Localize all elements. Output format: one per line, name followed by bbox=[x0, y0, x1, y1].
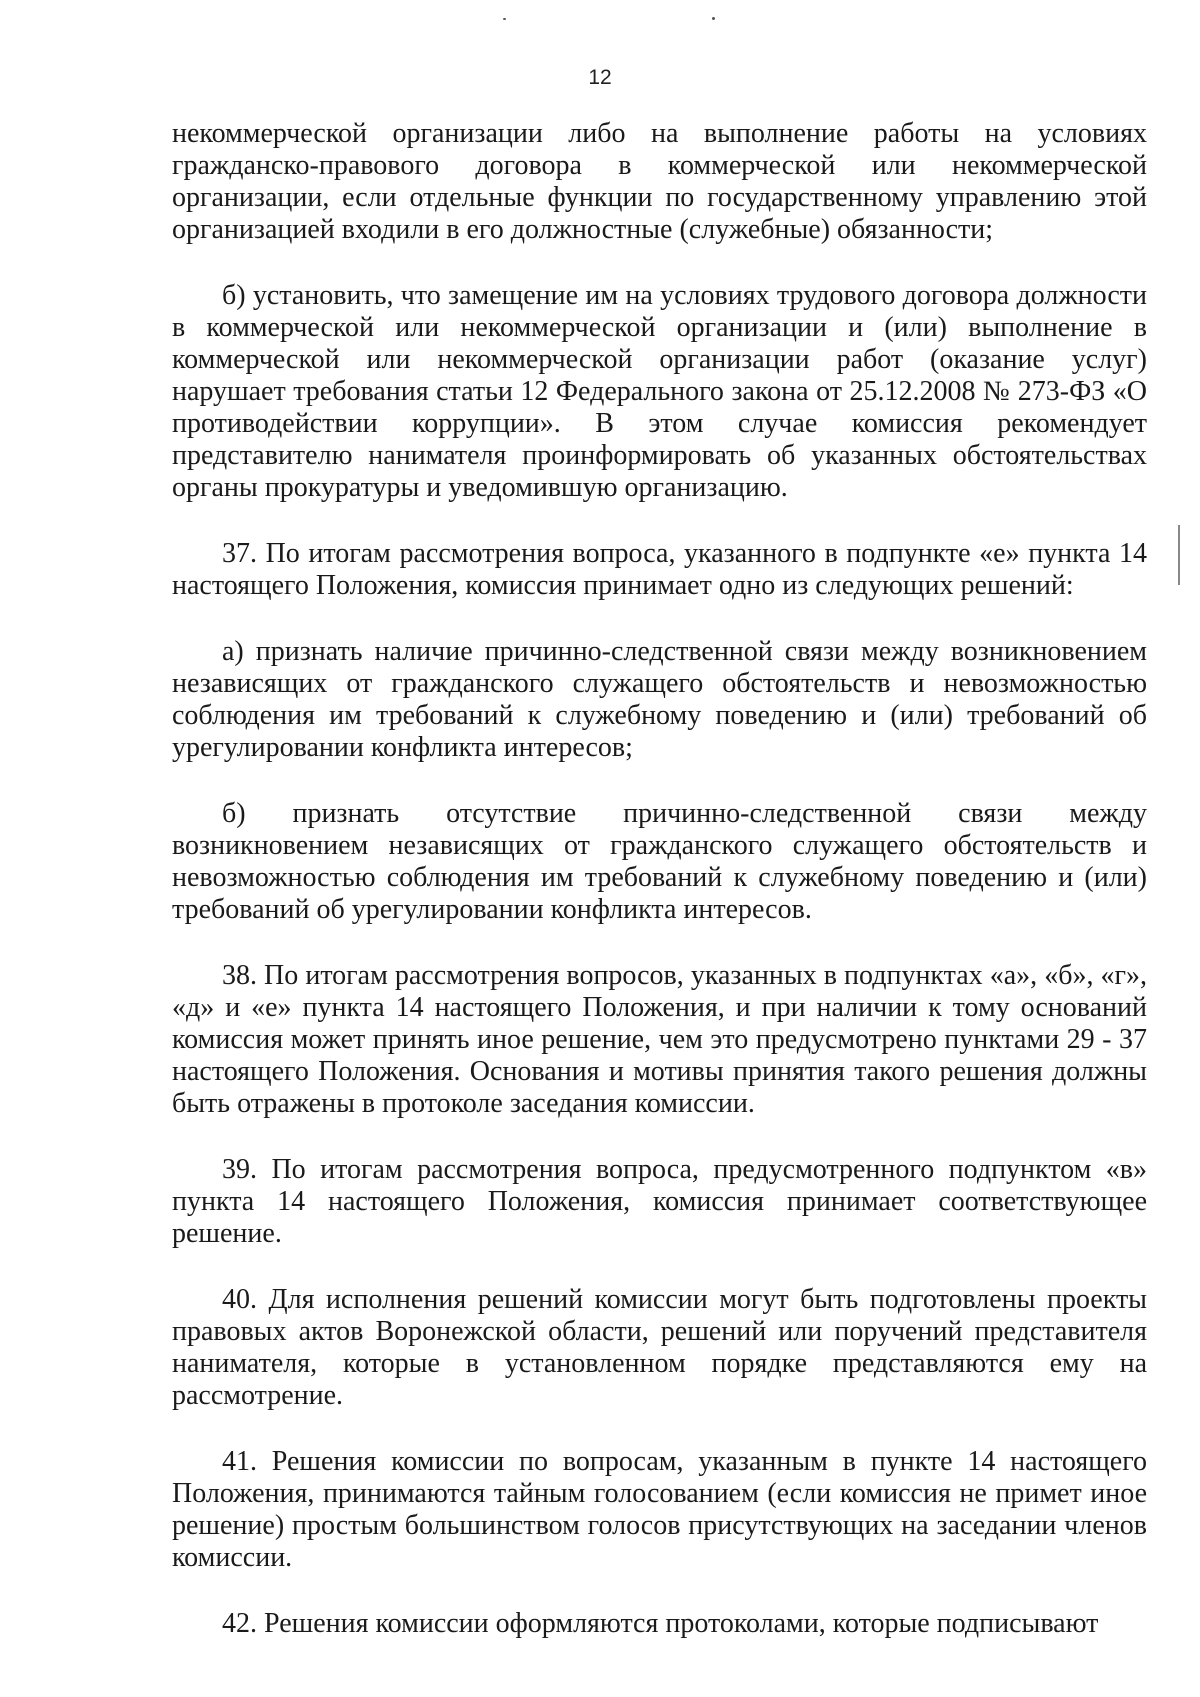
paragraph-37b: б) признать отсутствие причинно-следственной связи между возникновением независящих от гражданского служащего обстоятельств и невозможностью соблюдения им требований к служебному поведению и (или) требований об урегулировании конфликта интересов. bbox=[172, 798, 1147, 925]
paragraph-41: 41. Решения комиссии по вопросам, указанным в пункте 14 настоящего Положения, принимаются тайным голосованием (если комиссия не примет иное решение) простым большинством голосов присутствующих на заседании членов комиссии. bbox=[172, 1446, 1147, 1573]
paragraph-continuation: некоммерческой организации либо на выполнение работы на условиях гражданско-правового договора в коммерческой или некоммерческой организации, если отдельные функции по государственному управлению этой организацией входили в его должностные (служебные) обязанности; bbox=[172, 118, 1147, 245]
paragraph-38: 38. По итогам рассмотрения вопросов, указанных в подпунктах «а», «б», «г», «д» и «е» пункта 14 настоящего Положения, и при наличии к тому оснований комиссия может принять иное решение, чем это предусмотрено пунктами 29 - 37 настоящего Положения. Основания и мотивы принятия такого решения должны быть отражены в протоколе заседания комиссии. bbox=[172, 960, 1147, 1119]
paragraph-36b: б) установить, что замещение им на условиях трудового договора должности в коммерческой или некоммерческой организации и (или) выполнение в коммерческой или некоммерческой организации работ (оказание услуг) нарушает требования статьи 12 Федерального закона от 25.12.2008 № 273-ФЗ «О противодействии коррупции». В этом случае комиссия рекомендует представителю нанимателя проинформировать об указанных обстоятельствах органы прокуратуры и уведомившую организацию. bbox=[172, 280, 1147, 503]
paragraph-37a: а) признать наличие причинно-следственной связи между возникновением независящих от гражданского служащего обстоятельств и невозможностью соблюдения им требований к служебному поведению и (или) требований об урегулировании конфликта интересов; bbox=[172, 636, 1147, 763]
paragraph-39: 39. По итогам рассмотрения вопроса, предусмотренного подпунктом «в» пункта 14 настоящего Положения, комиссия принимает соответствующее решение. bbox=[172, 1154, 1147, 1249]
scan-speck bbox=[712, 17, 715, 20]
scan-speck bbox=[503, 18, 506, 20]
paragraph-37: 37. По итогам рассмотрения вопроса, указанного в подпункте «е» пункта 14 настоящего Положения, комиссия принимает одно из следующих решений: bbox=[172, 538, 1147, 601]
scan-margin-mark bbox=[1178, 525, 1180, 585]
paragraph-42: 42. Решения комиссии оформляются протоколами, которые подписывают bbox=[222, 1608, 1099, 1639]
paragraph-40: 40. Для исполнения решений комиссии могут быть подготовлены проекты правовых актов Воронежской области, решений или поручений представителя нанимателя, которые в установленном порядке представляются ему на рассмотрение. bbox=[172, 1284, 1147, 1411]
page-number: 12 bbox=[588, 66, 612, 89]
document-body bbox=[172, 118, 1147, 1640]
